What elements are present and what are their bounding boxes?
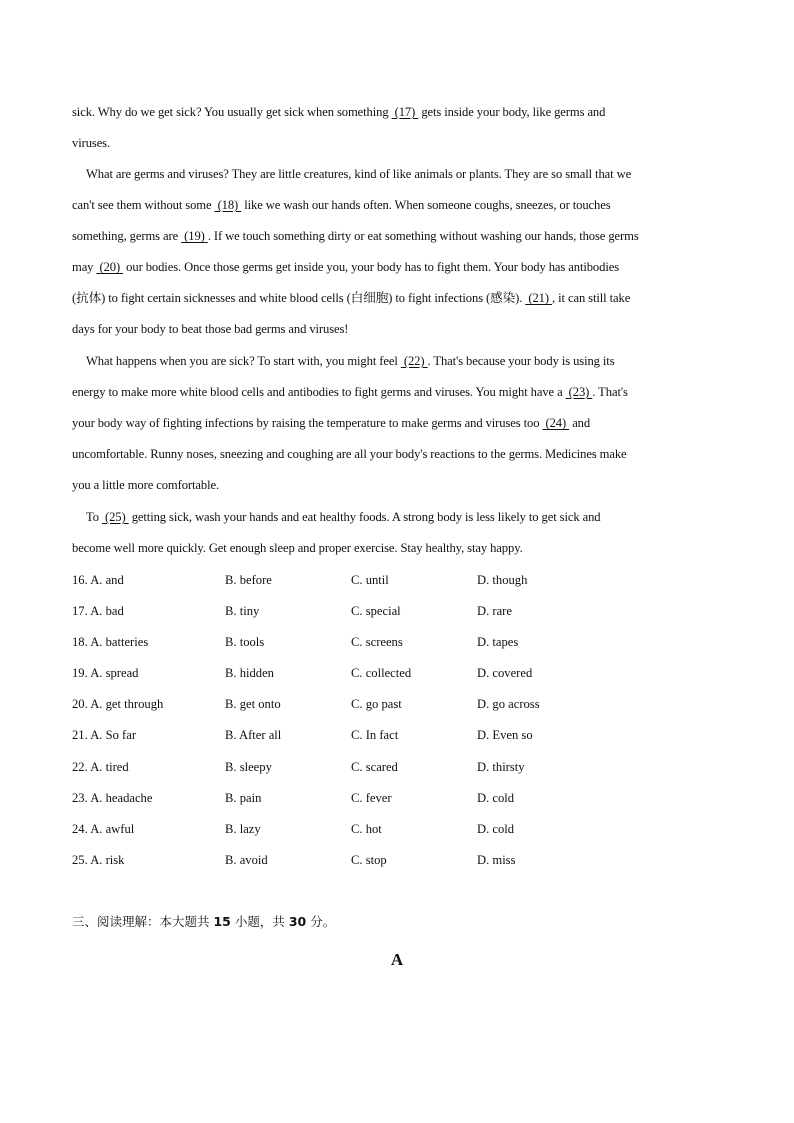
question-row-23 (72, 783, 672, 814)
blank-19: (19) (181, 229, 208, 244)
option-c: C. hot (351, 821, 382, 836)
option-b: B. before (225, 573, 272, 587)
text-line (72, 408, 724, 439)
blank-18: (18) (214, 198, 242, 213)
option-a: 23. A. headache (72, 790, 153, 805)
option-a: 22. A. tired (72, 759, 129, 774)
text: . That's because your body is using its (427, 354, 615, 368)
blank-25: (25) (101, 510, 129, 524)
section-heading (72, 912, 335, 932)
option-a: 17. A. bad (72, 604, 124, 619)
option-c: C. go past (351, 697, 402, 712)
option-b: B. sleepy (225, 759, 272, 774)
text-line: days for your body to beat those bad germs and viruses! (72, 322, 349, 337)
option-a: 25. A. risk (72, 852, 125, 867)
option-b: B. hidden (225, 666, 274, 681)
option-d: D. thirsty (477, 759, 525, 774)
option-b: B. tiny (225, 604, 260, 619)
text-line: uncomfortable. Runny noses, sneezing and coughing are all your body's reactions to the germs. Medicines make (72, 447, 627, 462)
passage-label: A (390, 950, 404, 969)
option-b: B. tools (225, 635, 265, 650)
question-options (72, 565, 672, 876)
text: can't see them without some (72, 198, 215, 213)
question-count: 15 (213, 914, 231, 929)
question-row-21 (72, 720, 672, 751)
text: . If we touch something dirty or eat something without washing our hands, those germs (207, 229, 639, 244)
blank-21: (21) (525, 291, 553, 306)
option-d: D. cold (477, 821, 515, 836)
text-line: What are germs and viruses? They are little creatures, kind of like animals or plants. They are so small that we (86, 167, 632, 181)
option-c: C. scared (351, 759, 398, 774)
question-row-25 (72, 845, 672, 876)
text-line (72, 346, 724, 377)
text: your body way of fighting infections by raising the temperature to make germs and viruses too (72, 416, 543, 431)
text: 分。 (306, 914, 336, 929)
question-row-19 (72, 658, 672, 689)
option-a: 18. A. batteries (72, 635, 149, 650)
option-b: B. lazy (225, 821, 261, 836)
option-a: 20. A. get through (72, 697, 164, 712)
option-c: C. until (351, 573, 389, 587)
option-b: B. get onto (225, 697, 281, 712)
text: 小题，共 (230, 914, 289, 929)
paragraph-1 (72, 97, 724, 159)
text-line (72, 221, 724, 252)
paragraph-4 (72, 502, 724, 564)
option-c: C. fever (351, 790, 392, 805)
question-row-20 (72, 689, 672, 720)
option-d: D. miss (477, 852, 516, 867)
text-line (72, 502, 724, 533)
option-d: D. Even so (477, 728, 533, 743)
blank-20: (20) (96, 260, 124, 275)
text: like we wash our hands often. When someone coughs, sneezes, or touches (241, 198, 611, 213)
text-line: viruses. (72, 136, 111, 151)
text: our bodies. Once those germs get inside you, your body has to fight them. Your body has antibodies (123, 260, 620, 275)
option-d: D. though (477, 573, 528, 587)
question-row-18 (72, 627, 672, 658)
option-a: 21. A. So far (72, 728, 137, 743)
question-row-16 (72, 565, 672, 596)
blank-17: (17) (391, 105, 419, 119)
text: To (86, 510, 102, 524)
blank-24: (24) (542, 416, 570, 431)
text-line: you a little more comfortable. (72, 478, 220, 493)
option-d: D. rare (477, 604, 512, 619)
text: sick. Why do we get sick? You usually get sick when something (72, 105, 392, 119)
text: (抗体) to fight certain sicknesses and white blood cells (白细胞) to fight infections (感染). (72, 291, 526, 306)
option-c: C. special (351, 604, 401, 619)
paragraph-2 (72, 159, 724, 346)
text: 三、阅读理解：本大题共 (72, 914, 214, 929)
total-score: 30 (288, 914, 307, 929)
option-a: 19. A. spread (72, 666, 139, 681)
text: , it can still take (552, 291, 631, 306)
option-a: 16. A. and (72, 573, 124, 587)
text-line (72, 97, 724, 128)
question-row-17 (72, 596, 672, 627)
text-line (72, 283, 724, 314)
option-c: C. collected (351, 666, 412, 681)
question-row-22 (72, 752, 672, 783)
option-d: D. go across (477, 697, 540, 712)
text: getting sick, wash your hands and eat healthy foods. A strong body is less likely to get sick and (128, 510, 601, 524)
option-d: D. tapes (477, 635, 519, 650)
option-c: C. screens (351, 635, 403, 650)
option-c: C. In fact (351, 728, 399, 743)
option-b: B. avoid (225, 852, 268, 867)
blank-22: (22) (400, 354, 428, 368)
text-line (72, 377, 724, 408)
paragraph-3 (72, 346, 724, 501)
text: and (569, 416, 591, 431)
text: may (72, 260, 97, 275)
blank-23: (23) (565, 385, 593, 400)
text-line (72, 190, 724, 221)
text: What happens when you are sick? To start with, you might feel (86, 354, 401, 368)
text: something, germs are (72, 229, 182, 244)
option-a: 24. A. awful (72, 821, 135, 836)
option-b: B. pain (225, 790, 262, 805)
option-d: D. cold (477, 790, 515, 805)
text: . That's (592, 385, 628, 400)
option-b: B. After all (225, 728, 282, 743)
text: energy to make more white blood cells and antibodies to fight germs and viruses. You might have a (72, 385, 566, 400)
option-c: C. stop (351, 852, 387, 867)
question-row-24 (72, 814, 672, 845)
text-line (72, 252, 724, 283)
text-line: become well more quickly. Get enough sleep and proper exercise. Stay healthy, stay happy. (72, 541, 523, 556)
option-d: D. covered (477, 666, 533, 681)
text: gets inside your body, like germs and (418, 105, 606, 119)
